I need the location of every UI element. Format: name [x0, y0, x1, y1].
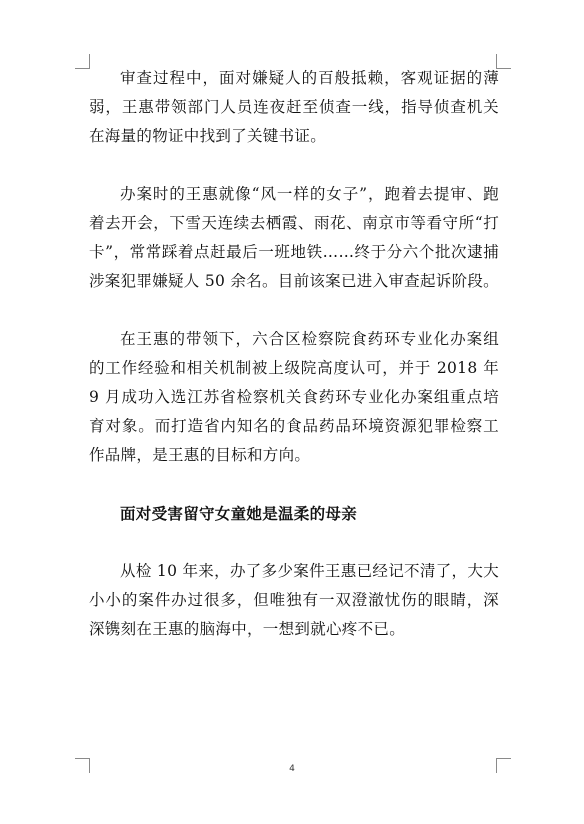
document-body: [89, 64, 499, 644]
paragraph-3: 在王惠的带领下，六合区检察院食药环专业化办案组的工作经验和相关机制被上级院高度认可，并于 2018 年 9 月成功入选江苏省检察机关食药环专业化办案组重点培育对象。而打造省内知名的食品药品环境资源犯罪检察工作品牌，是王惠的目标和方向。: [89, 330, 499, 464]
paragraph-2: 办案时的王惠就像“风一样的女子”，跑着去提审、跑着去开会，下雪天连续去栖霞、雨花、南京市等看守所“打卡”，常常踩着点赶最后一班地铁……终于分六个批次逮捕涉案犯罪嫌疑人 50 余名。目前该案已进入审查起诉阶段。: [89, 185, 499, 290]
section-heading: 面对受害留守女童她是温柔的母亲: [120, 504, 358, 523]
paragraph-4: 从检 10 年来，办了多少案件王惠已经记不清了，大大小小的案件办过很多，但唯独有一双澄澈忧伤的眼睛，深深镌刻在王惠的脑海中，一想到就心疼不已。: [89, 562, 499, 638]
page-number: 4: [289, 764, 295, 774]
crop-mark-top-left: [75, 54, 90, 69]
paragraph-1: 审查过程中，面对嫌疑人的百般抵赖，客观证据的薄弱，王惠带领部门人员连夜赶至侦查一线，指导侦查机关在海量的物证中找到了关键书证。: [89, 69, 499, 145]
